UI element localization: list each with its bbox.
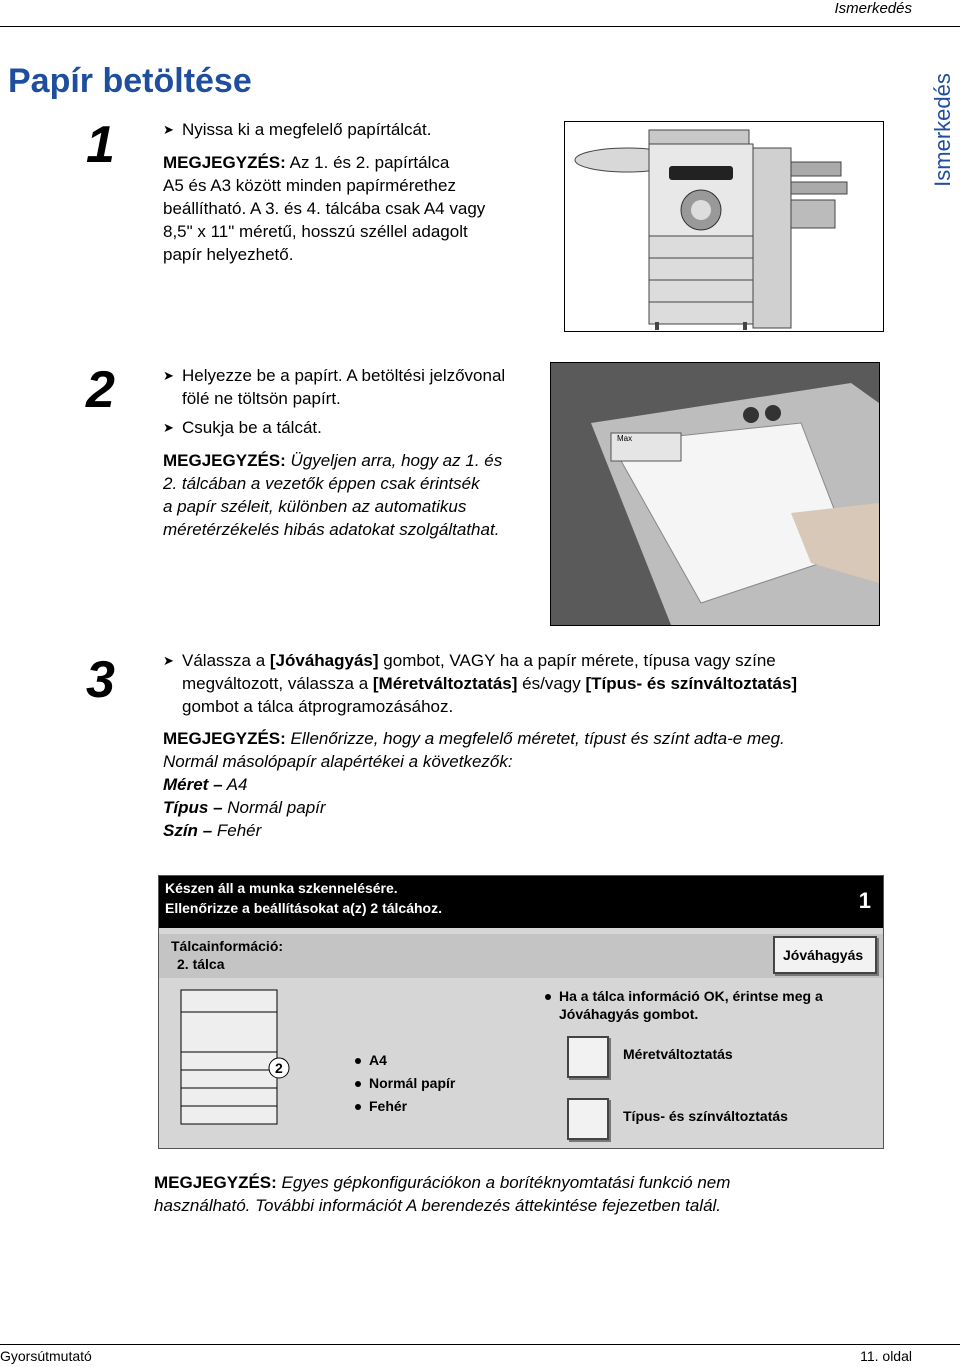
bullet-text: Nyissa ki a megfelelő papírtálcát. [182,120,432,139]
spec-type [355,1075,455,1091]
bullet-text: Csukja be a tálcát. [182,418,322,437]
default-size [163,773,893,796]
note-line: Ellenőrizze, hogy a megfelelő méretet, típust és színt adta-e meg. [290,729,785,748]
size-change-button[interactable] [567,1036,609,1078]
step-3-text [163,649,893,842]
note-line: papír helyezhető. [163,245,294,264]
step-3-note [163,727,893,842]
spec-text: Normál papír [369,1075,456,1091]
bullet-dot-icon [355,1104,361,1110]
note-line: Ügyeljen arra, hogy az 1. és [290,451,503,470]
tray-info-label: Tálcainformáció: [171,938,284,954]
footer-divider [0,1344,960,1345]
size-change-label: Méretváltoztatás [623,1046,733,1062]
bullet-dot-icon [355,1081,361,1087]
screen-hint [545,988,823,1004]
dash: – [202,821,213,840]
note-line: 8,5" x 11" méretű, hosszú széllel adagolt [163,222,468,241]
note-line: használható. További információt A berendezés áttekintése fejezetben talál. [154,1196,722,1215]
spec-text: Fehér [369,1098,408,1114]
header-divider [0,26,960,27]
note-label: MEGJEGYZÉS: [154,1173,277,1192]
svg-text:Max: Max [617,434,633,443]
screen-message: Készen áll a munka szkennelésére. [165,880,398,896]
default-value: A4 [226,775,248,794]
text-run: Válassza a [182,651,270,670]
side-tab-label: Ismerkedés [930,73,955,187]
spec-color [355,1098,407,1114]
confirm-button[interactable] [773,936,877,974]
bullet-line: fölé ne töltsön papírt. [182,389,341,408]
copy-count: 1 [858,888,871,913]
type-color-change-label: Típus- és színváltoztatás [623,1108,788,1124]
note-line: a papír széleit, különben az automatikus [163,497,467,516]
step-1-bullet [163,118,563,141]
page-title: Papír betöltése [8,62,252,100]
note-line: Az 1. és 2. papírtálca [289,153,450,172]
note-label: MEGJEGYZÉS: [163,729,286,748]
arrow-bullet-icon: ➤ [163,122,174,137]
bottom-note [154,1171,914,1217]
default-key: Szín [163,821,198,840]
bullet-text [182,649,797,718]
arrow-bullet-icon: ➤ [163,368,174,383]
arrow-bullet-icon: ➤ [163,420,174,435]
default-type [163,796,893,819]
paper-tray-icon [551,363,879,625]
note-line: méretérzékelés hibás adatokat szolgáltathat. [163,520,500,539]
step-1-number: 1 [86,116,115,174]
text-run: [Méretváltoztatás] [372,674,518,693]
confirm-button-label: Jóváhagyás [783,947,864,963]
text-run: [Típus- és színváltoztatás] [585,674,798,693]
hint-line: Ha a tálca információ OK, érintse meg a [559,988,823,1004]
text-run: megváltozott, válassza a [182,674,373,693]
default-key: Méret [163,775,209,794]
step-1-note [163,151,563,266]
text-run: gombot a tálca átprogramozásához. [182,697,454,716]
copier-illustration [564,121,884,332]
copier-icon [565,122,883,331]
note-label: MEGJEGYZÉS: [163,451,286,470]
dash: – [213,775,223,794]
step-3-bullet [163,649,893,718]
hint-line: Jóváhagyás gombot. [559,1006,699,1022]
touch-screen [158,875,884,1149]
note-label: MEGJEGYZÉS: [163,153,286,172]
note-line: Egyes gépkonfigurációkon a borítéknyomtatási funkció nem [281,1173,731,1192]
bullet-text [182,364,505,410]
spec-text: A4 [369,1052,387,1068]
note-line: beállítható. A 3. és 4. tálcába csak A4 vagy [163,199,486,218]
step-2-bullet-2 [163,416,543,439]
text-run: [Jóváhagyás] [269,651,379,670]
side-tab [926,60,960,200]
tray-info-value: 2. tálca [177,956,225,972]
note-line: 2. tálcában a vezetők éppen csak érintsék [163,474,480,493]
dash: – [213,798,223,817]
screen-message: Ellenőrizze a beállításokat a(z) 2 tálcához. [165,900,442,916]
footer-guide-name: Gyorsútmutató [0,1348,92,1364]
default-value: Fehér [216,821,262,840]
step-2-number: 2 [86,361,115,419]
default-key: Típus [163,798,209,817]
bullet-line: Helyezze be a papírt. A betöltési jelzővonal [182,366,506,385]
screen-message-bar [159,876,883,928]
step-2-text [163,364,543,541]
type-color-change-button[interactable] [567,1098,609,1140]
default-color [163,819,893,842]
note-line: A5 és A3 között minden papírmérethez [163,176,456,195]
step-1-text [163,118,563,266]
spec-size [355,1052,387,1068]
bullet-dot-icon [545,994,551,1000]
running-header: Ismerkedés [834,0,912,17]
step-3-number: 3 [86,651,115,709]
text-run: gombot, VAGY ha a papír mérete, típusa vagy színe [378,651,776,670]
bullet-dot-icon [355,1058,361,1064]
step-2-bullet-1 [163,364,543,410]
tray-photo [550,362,880,626]
footer-page-number: 11. oldal [860,1348,912,1364]
step-2-note [163,449,543,541]
default-value: Normál papír [227,798,326,817]
arrow-bullet-icon: ➤ [163,653,174,668]
tray-badge: 2 [275,1060,283,1076]
note-line: Normál másolópapír alapértékei a következők: [163,752,513,771]
text-run: és/vagy [517,674,586,693]
